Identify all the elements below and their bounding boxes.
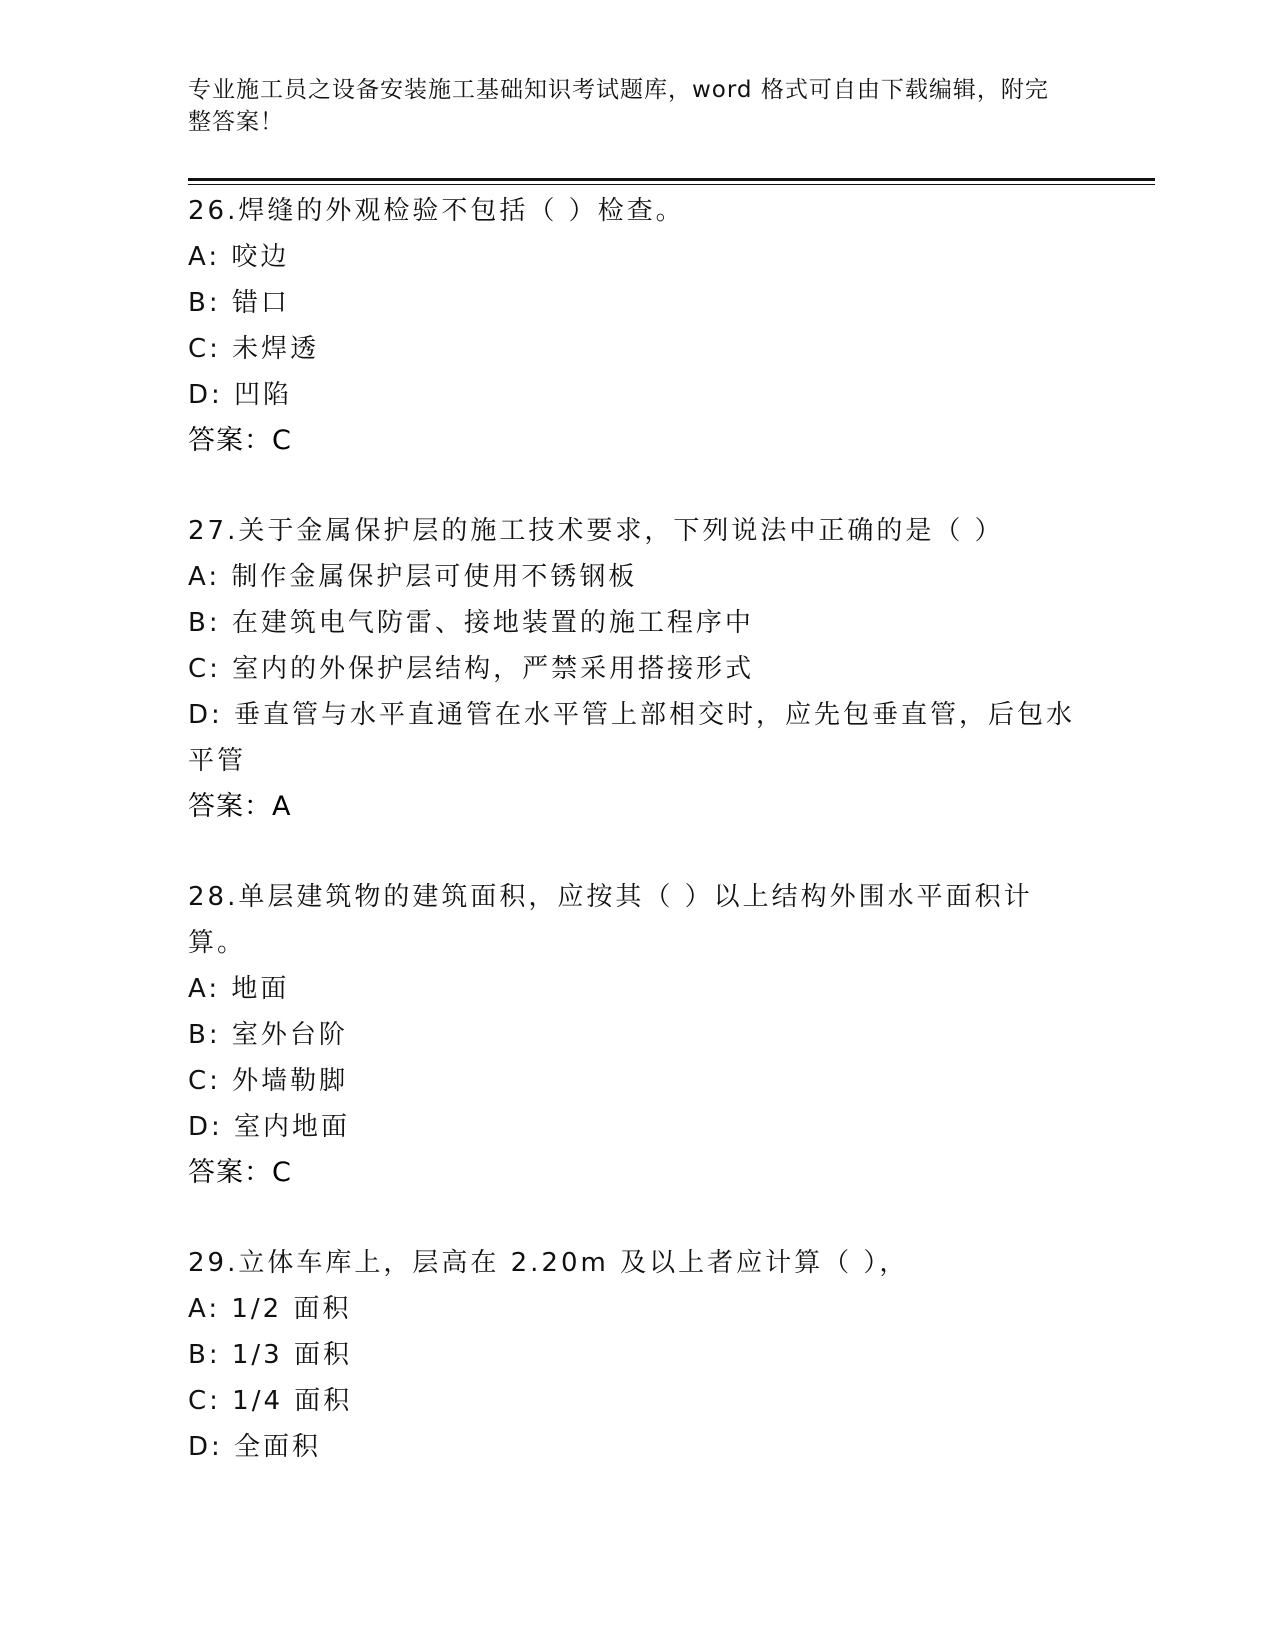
answer-text: 答案：A (188, 791, 292, 822)
answer-text: 答案：C (188, 1157, 292, 1188)
option-b: B: 1/3 面积 (188, 1340, 352, 1370)
option-d: D: 垂直管与水平直通管在水平管上部相交时，应先包垂直管，后包水平管 (188, 700, 1076, 776)
option-b: B: 室外台阶 (188, 1020, 348, 1050)
option-a: A: 地面 (188, 974, 290, 1004)
question-29 (188, 1240, 1088, 1470)
question-26 (188, 188, 1088, 464)
option-c: C: 1/4 面积 (188, 1386, 353, 1416)
header-divider-thin (188, 184, 1155, 185)
document-header: 专业施工员之设备安装施工基础知识考试题库，word 格式可自由下载编辑，附完整答案！ (188, 77, 1049, 135)
question-stem: 27.关于金属保护层的施工技术要求，下列说法中正确的是（ ） (188, 516, 1004, 546)
header-divider-thick (188, 178, 1155, 181)
option-d: D: 全面积 (188, 1432, 322, 1462)
question-stem: 29.立体车库上，层高在 2.20m 及以上者应计算（ ）， (188, 1248, 909, 1278)
option-d: D: 室内地面 (188, 1112, 351, 1142)
answer-text: 答案：C (188, 425, 292, 456)
option-a: A: 咬边 (188, 242, 290, 272)
option-a: A: 制作金属保护层可使用不锈钢板 (188, 562, 638, 592)
question-27 (188, 508, 1088, 830)
question-list (188, 188, 1088, 1514)
question-28 (188, 874, 1088, 1196)
option-a: A: 1/2 面积 (188, 1294, 352, 1324)
option-b: B: 在建筑电气防雷、接地装置的施工程序中 (188, 608, 754, 638)
option-c: C: 外墙勒脚 (188, 1066, 349, 1096)
option-d: D: 凹陷 (188, 380, 293, 410)
option-b: B: 错口 (188, 288, 290, 318)
option-c: C: 室内的外保护层结构，严禁采用搭接形式 (188, 654, 755, 684)
question-stem: 28.单层建筑物的建筑面积，应按其（ ）以上结构外围水平面积计算。 (188, 882, 1033, 958)
question-stem: 26.焊缝的外观检验不包括（ ）检查。 (188, 196, 685, 226)
option-c: C: 未焊透 (188, 334, 320, 364)
